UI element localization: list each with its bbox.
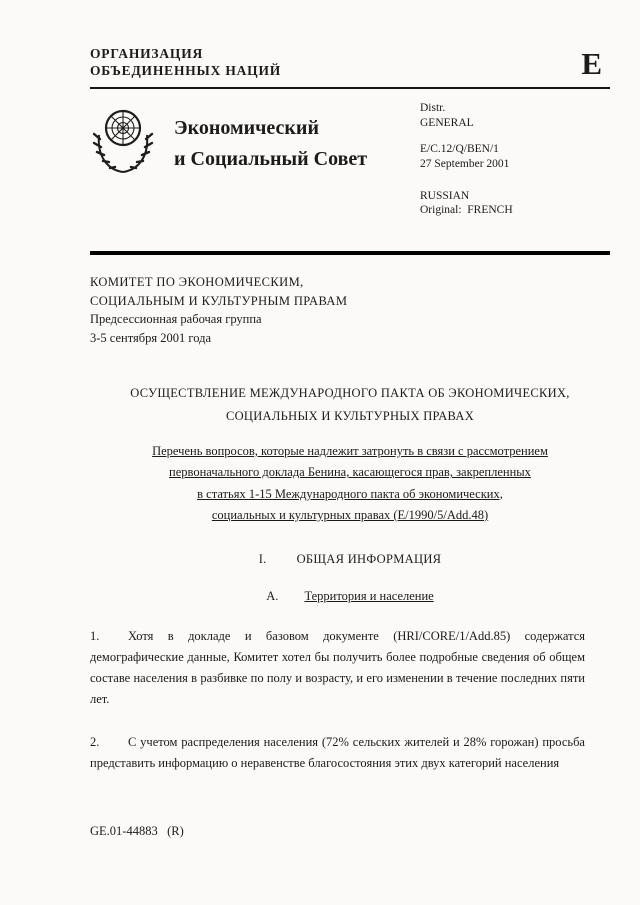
distribution-block bbox=[420, 99, 610, 237]
document-header bbox=[90, 46, 610, 80]
committee-block bbox=[90, 273, 610, 348]
section-number: I. bbox=[258, 552, 267, 566]
un-emblem-icon bbox=[90, 99, 174, 237]
subsection-heading bbox=[90, 589, 610, 604]
subsection-number: A. bbox=[266, 589, 279, 603]
masthead-divider bbox=[90, 251, 610, 255]
document-language: RUSSIAN bbox=[420, 189, 470, 202]
document-original-language: Original: FRENCH bbox=[420, 204, 513, 217]
subtitle-line-2: первоначального доклада Бенина, касающегося прав, закрепленных bbox=[169, 465, 531, 480]
org-name-line-2: ОБЪЕДИНЕННЫХ НАЦИЙ bbox=[90, 62, 282, 78]
distr-label: Distr. bbox=[420, 101, 446, 114]
council-title bbox=[174, 99, 420, 237]
document-title-line-2: СОЦИАЛЬНЫХ И КУЛЬТУРНЫХ ПРАВАХ bbox=[225, 408, 475, 423]
section-title: ОБЩАЯ ИНФОРМАЦИЯ bbox=[296, 552, 442, 566]
spacer bbox=[420, 172, 610, 189]
document-subtitle bbox=[90, 441, 610, 526]
working-group-line: Предсессионная рабочая группа bbox=[90, 312, 262, 327]
footer-reference: GE.01-44883 (R) bbox=[90, 824, 184, 838]
paragraph-2-text: С учетом распределения населения (72% сельских жителей и 28% горожан) просьба представить информацию о неравенстве благосостояния этих двух категорий населения bbox=[90, 735, 585, 770]
masthead bbox=[90, 99, 610, 237]
subtitle-line-3: в статьях 1-15 Международного пакта об экономических, bbox=[197, 486, 503, 501]
document-symbol: E/C.12/Q/BEN/1 bbox=[420, 142, 499, 155]
paragraph-1-number: 1. bbox=[90, 629, 100, 643]
paragraph-2 bbox=[90, 732, 585, 774]
header-divider bbox=[90, 87, 610, 89]
council-title-line-1: Экономический bbox=[174, 116, 319, 139]
subsection-title: Территория и население bbox=[304, 589, 434, 603]
distr-value: GENERAL bbox=[420, 116, 474, 129]
document-series-letter: E bbox=[581, 46, 602, 81]
session-dates: 3-5 сентября 2001 года bbox=[90, 331, 211, 345]
committee-name-line-1: КОМИТЕТ ПО ЭКОНОМИЧЕСКИМ, bbox=[90, 274, 304, 289]
subtitle-line-1: Перечень вопросов, которые надлежит затронуть в связи с рассмотрением bbox=[152, 444, 548, 458]
document-date: 27 September 2001 bbox=[420, 157, 510, 170]
org-name-line-1: ОРГАНИЗАЦИЯ bbox=[90, 46, 204, 61]
paragraph-2-number: 2. bbox=[90, 735, 100, 749]
paragraph-1 bbox=[90, 626, 585, 710]
org-name bbox=[90, 46, 281, 80]
section-heading bbox=[90, 552, 610, 567]
spacer bbox=[420, 131, 610, 142]
paragraph-1-text: Хотя в докладе и базовом документе (HRI/CORE/1/Add.85) содержатся демографические данные, Комитет хотел бы получить более подробные сведения об общем составе населения в разбивке по полу и возрасту, и его изменении в течение последних пяти лет. bbox=[90, 629, 585, 706]
committee-name-line-2: СОЦИАЛЬНЫМ И КУЛЬТУРНЫМ ПРАВАМ bbox=[90, 293, 348, 308]
subtitle-line-4: социальных и культурных правах (E/1990/5/Add.48) bbox=[211, 507, 489, 522]
document-title bbox=[90, 382, 610, 428]
document-title-line-1: ОСУЩЕСТВЛЕНИЕ МЕЖДУНАРОДНОГО ПАКТА ОБ ЭКОНОМИЧЕСКИХ, bbox=[130, 385, 570, 400]
council-title-line-2: и Социальный Совет bbox=[174, 147, 368, 170]
